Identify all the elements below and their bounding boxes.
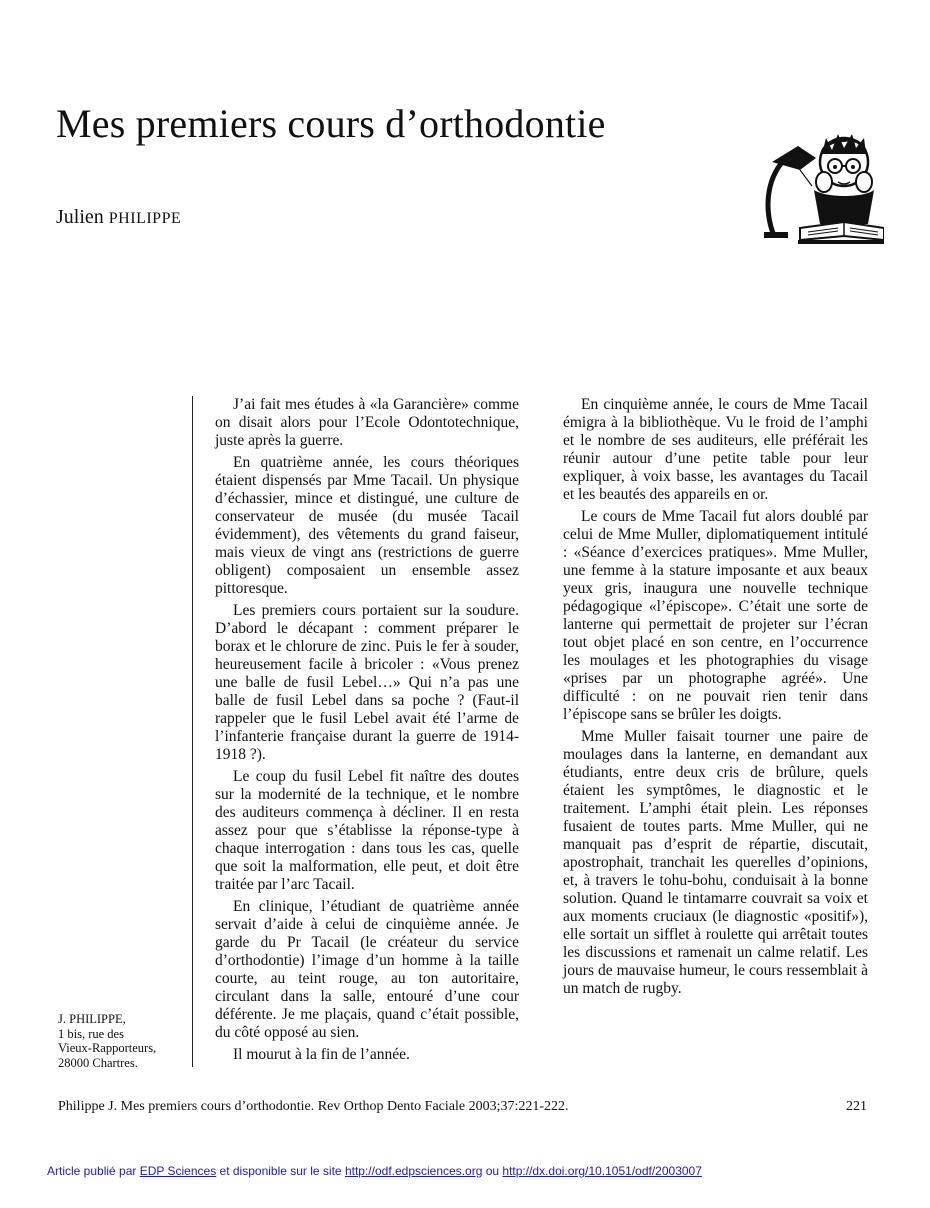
citation-footer: Philippe J. Mes premiers cours d’orthodontie. Rev Orthop Dento Faciale 2003;37:221-222. [58,1099,569,1114]
address-line: J. PHILIPPE, [58,1012,126,1026]
author-surname: PHILIPPE [108,210,182,227]
publisher-notice [47,1164,702,1178]
body-paragraph: Les premiers cours portaient sur la soudure. D’abord le décapant : comment préparer le borax et le chlorure de zinc. Puis le fer à souder, heureusement facile à bricoler : «Vous prenez une balle de fusil Lebel…» Qui n’a pas une balle de fusil Lebel dans sa poche ? (Faut-il rappeler que le fusil Lebel avait été l’arme de l’infanterie française durant la guerre de 1914-1918 ?). [215,602,519,763]
body-column-left [215,396,519,1068]
reader-with-lamp-illustration [760,124,884,248]
body-paragraph: Le cours de Mme Tacail fut alors doublé par celui de Mme Muller, diplomatiquement intitulé : «Séance d’exercices pratiques». Mme Muller, une femme à la stature imposante et aux beaux yeux gris, inaugura une nouvelle technique pédagogique «l’épiscope». C’était une sorte de lanterne qui permettait de projeter sur l’écran tout objet placé en son centre, en l’occurrence les moulages et les photographies du visage «prises par un photographe agréé». Une difficulté : on ne pouvait rien tenir dans l’épiscope sans se brûler les doigts. [563,508,868,723]
publisher-or: ou [482,1164,503,1178]
page-number: 221 [846,1099,867,1114]
address-line: 1 bis, rue des [58,1026,124,1041]
body-paragraph: En quatrième année, les cours théoriques étaient dispensés par Mme Tacail. Un physique d’échassier, mince et distingué, une culture de conservateur de musée (du musée Tacail évidemment), des vêtements du grand faiseur, mais vieux de vingt ans (restrictions de guerre obligent) composaient un ensemble assez pittoresque. [215,454,519,597]
body-paragraph: J’ai fait mes études à «la Garancière» comme on disait alors pour l’Ecole Odontotechnique, juste après la guerre. [215,396,519,449]
author-address [58,1012,188,1070]
publisher-middle: et disponible sur le site [216,1164,345,1178]
body-paragraph: En clinique, l’étudiant de quatrième année servait d’aide à celui de cinquième année. Je garde du Pr Tacail (le créateur du service d’orthodontie) l’image d’un homme à la taille courte, au teint rouge, au ton autoritaire, circulant dans la salle, entouré d’une cour déférente. Je me plaçais, quand c’était possible, du côté opposé au sien. [215,898,519,1041]
address-line: 28000 Chartres. [58,1055,138,1070]
body-paragraph: Il mourut à la fin de l’année. [233,1046,410,1063]
edp-sciences-link[interactable]: EDP Sciences [139,1164,217,1178]
body-paragraph: Mme Muller faisait tourner une paire de moulages dans la lanterne, en demandant aux étudiants, entre deux cris de brûlure, quels étaient les symptômes, le diagnostic et le traitement. L’amphi était plein. Les réponses fusaient de toutes parts. Mme Muller, qui ne manquait pas d’esprit de répartie, discutait, apostrophait, tranchait les querelles d’opinions, et, à travers le tohu-bohu, conduisait à la bonne solution. Quand le tintamarre couvrait sa voix et aux moments cruciaux (le diagnostic «positif»), elle sortait un sifflet à roulette qui arrêtait toutes les discussions et ramenait un calme relatif. Les jours de mauvaise humeur, le cours ressemblait à un match de rugby. [563,728,868,997]
journal-site-link[interactable]: http://odf.edpsciences.org [344,1164,483,1178]
address-line: Vieux-Rapporteurs, [58,1041,157,1055]
author-name [56,206,181,229]
column-rule [192,396,193,1067]
body-paragraph: En cinquième année, le cours de Mme Tacail émigra à la bibliothèque. Vu le froid de l’amphi et le nombre de ses auditeurs, elle préférait les réunir autour d’une petite table pour leur expliquer, à voix basse, les avantages du Tacail et les beautés des appareils en or. [563,396,868,503]
publisher-prefix: Article publié par [47,1164,140,1178]
doi-link[interactable]: http://dx.doi.org/10.1051/odf/2003007 [502,1164,702,1178]
article-title: Mes premiers cours d’orthodontie [56,101,606,146]
author-first-name: Julien [56,206,104,228]
body-paragraph: Le coup du fusil Lebel fit naître des doutes sur la modernité de la technique, et le nombre des auditeurs commença à décliner. Il en resta assez pour que s’établisse la réponse-type à chaque interrogation : dans tous les cas, quelle que soit la malformation, elle peut, et doit être traitée par l’arc Tacail. [215,768,519,893]
body-column-right [563,396,868,1002]
